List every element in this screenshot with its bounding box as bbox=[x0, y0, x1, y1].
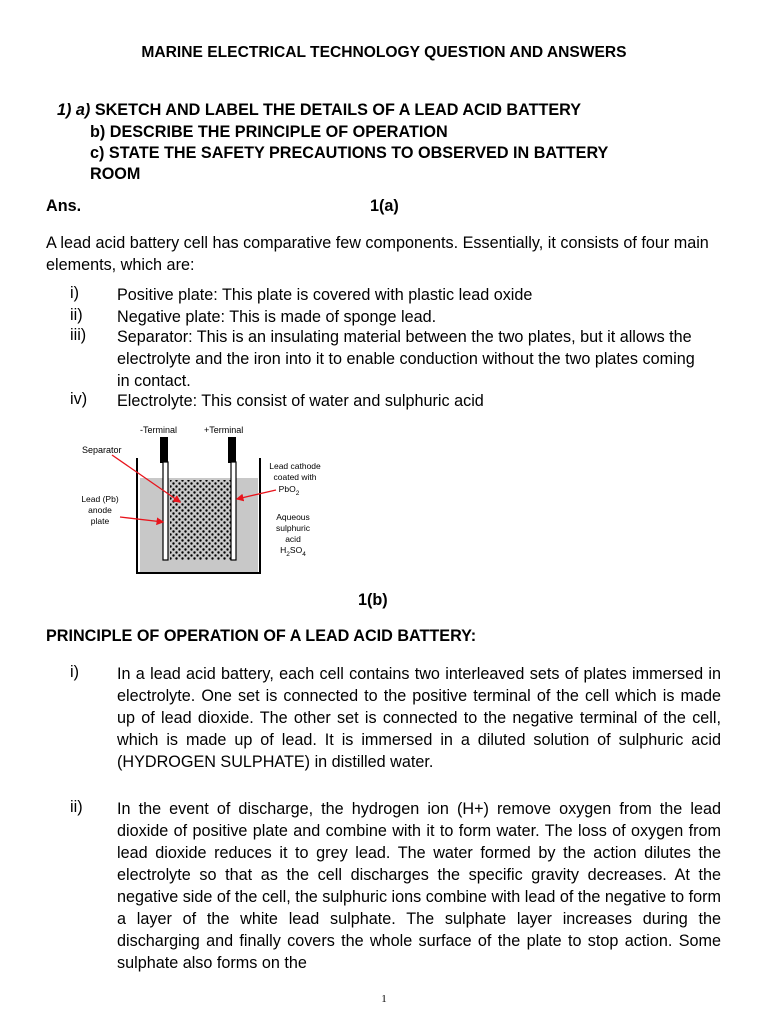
anode-label-line1: Lead (Pb) bbox=[81, 494, 119, 504]
separator-label: Separator bbox=[82, 445, 122, 455]
list-item-number: ii) bbox=[70, 798, 83, 816]
acid-label-line2: sulphuric bbox=[275, 523, 311, 533]
list-item-text: Separator: This is an insulating material between the two plates, but it allows the electrolyte and the iron into it to enable conduction without the two plates coming in contact. bbox=[117, 328, 695, 390]
acid-label-line1: Aqueous bbox=[276, 512, 310, 522]
acid-label-line3: acid bbox=[285, 534, 301, 544]
question-part-b: b) DESCRIBE THE PRINCIPLE OF OPERATION bbox=[90, 123, 448, 141]
anode-label-line2: anode bbox=[88, 505, 112, 515]
separator-region bbox=[170, 480, 232, 560]
list-item-number: i) bbox=[70, 284, 79, 302]
cathode-plate bbox=[231, 462, 236, 560]
cathode-label-line2: coated with bbox=[273, 472, 317, 482]
list-item-text: Electrolyte: This consist of water and sulphuric acid bbox=[117, 392, 484, 410]
part-a-label: a) bbox=[75, 101, 91, 119]
list-item-text: Negative plate: This is made of sponge lead. bbox=[117, 308, 437, 326]
page-number: 1 bbox=[381, 993, 387, 1005]
principle-heading: PRINCIPLE OF OPERATION OF A LEAD ACID BATTERY: bbox=[46, 627, 477, 645]
list-item-number: iv) bbox=[70, 390, 88, 408]
cathode-label-line1: Lead cathode bbox=[269, 461, 321, 471]
pos-terminal-label: +Terminal bbox=[204, 425, 244, 435]
question-part-c-line1: c) STATE THE SAFETY PRECAUTIONS TO OBSERVED IN BATTERY bbox=[90, 144, 609, 162]
list-item-number: iii) bbox=[70, 326, 87, 344]
list-item-text: Positive plate: This plate is covered with plastic lead oxide bbox=[117, 286, 533, 304]
neg-terminal-label: -Terminal bbox=[140, 425, 178, 435]
lead-acid-battery-diagram bbox=[64, 422, 354, 582]
question-number: 1) bbox=[57, 101, 72, 119]
positive-terminal bbox=[228, 437, 236, 463]
acid-formula: $H_2SO_4$ bbox=[280, 545, 306, 558]
section-1a-heading: 1(a) bbox=[370, 197, 399, 215]
intro-paragraph: A lead acid battery cell has comparative few components. Essentially, it consists of four main elements, which are: bbox=[46, 234, 709, 274]
anode-plate bbox=[163, 462, 168, 560]
answer-label: Ans. bbox=[46, 197, 82, 215]
anode-label-line3: plate bbox=[90, 516, 110, 526]
list-item-number: i) bbox=[70, 663, 79, 681]
question-part-c-line2: ROOM bbox=[90, 165, 141, 183]
list-item-text: In the event of discharge, the hydrogen ion (H+) remove oxygen from the lead dioxide of positive plate and combine with it to form water. The loss of oxygen from lead dioxide reduces it to grey lead. The water formed by the action dilutes the electrolyte so that as the cell discharges the specific gravity decreases. At the negative side of the cell, the sulphuric ions combine with lead of the negative to form a layer of the white lead sulphate. The sulphate layer increases during the discharging and finally covers the whole surface of the plate to stop action. Some sulphate also forms on the bbox=[117, 800, 721, 972]
document-title: MARINE ELECTRICAL TECHNOLOGY QUESTION AND ANSWERS bbox=[141, 44, 627, 61]
list-item-number: ii) bbox=[70, 306, 83, 324]
question-part-a bbox=[57, 101, 581, 120]
cathode-label-line3: PbO$_2$ bbox=[278, 484, 300, 497]
list-item-text: In a lead acid battery, each cell contains two interleaved sets of plates immersed in electrolyte. One set is connected to the positive terminal of the cell which is made up of lead dioxide. The other set is connected to the negative terminal of the cell, which is made up of lead. It is immersed in a diluted solution of sulphuric acid (HYDROGEN SULPHATE) in distilled water. bbox=[117, 665, 721, 771]
part-a-text: SKETCH AND LABEL THE DETAILS OF A LEAD ACID BATTERY bbox=[94, 101, 582, 119]
negative-terminal bbox=[160, 437, 168, 463]
section-1b-heading: 1(b) bbox=[358, 591, 388, 609]
